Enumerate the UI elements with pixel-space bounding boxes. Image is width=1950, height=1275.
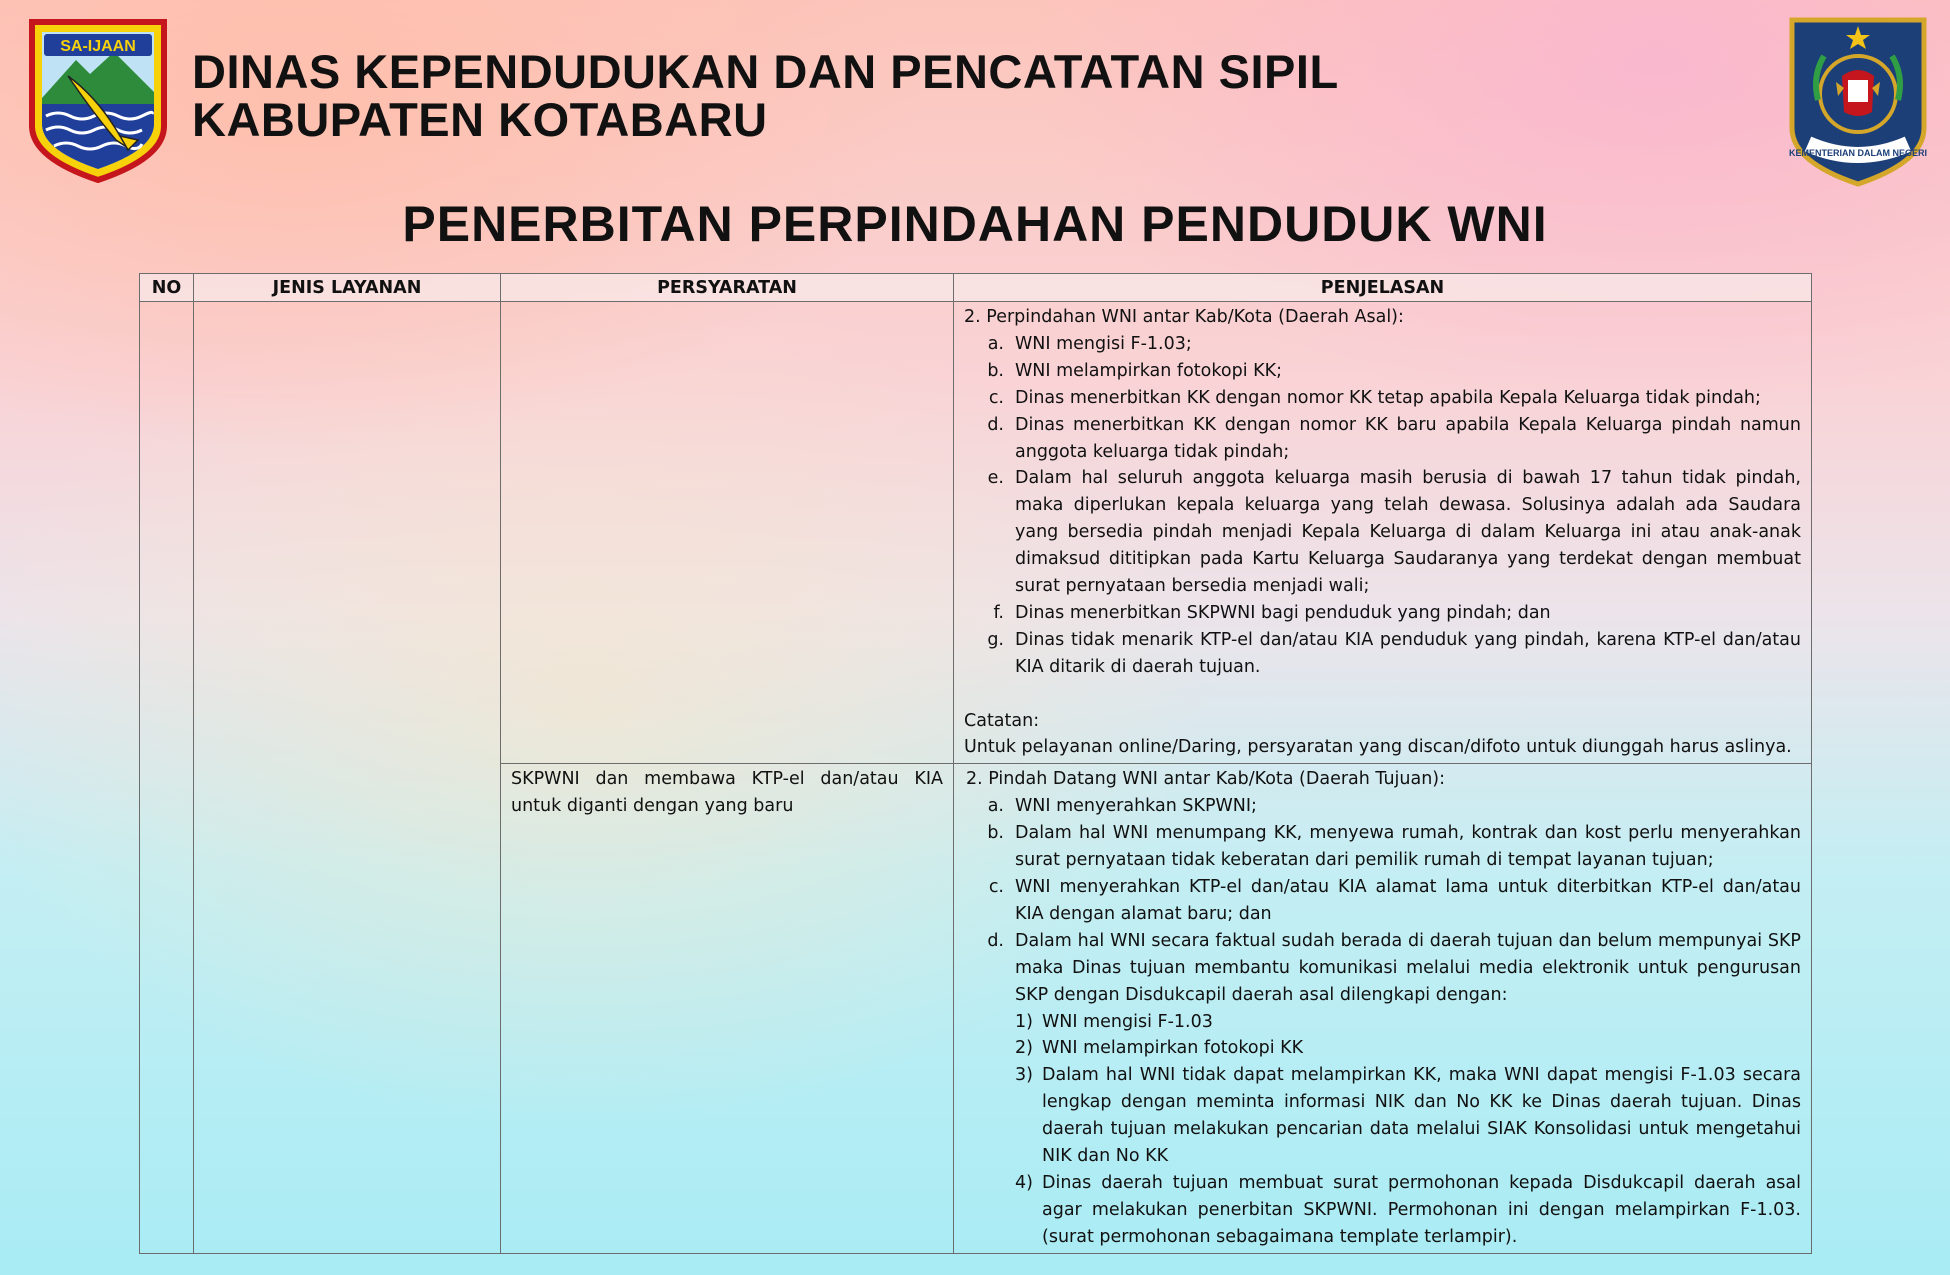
note-text: Untuk pelayanan online/Daring, persyaratan yang discan/difoto untuk diunggah harus aslinya.	[964, 737, 1792, 758]
cell-penjelasan-1	[954, 302, 1812, 764]
list-item: c. WNI menyerahkan KTP-el dan/atau KIA alamat lama untuk diterbitkan KTP-el dan/atau KIA dengan alamat baru; dan	[988, 877, 1801, 924]
sub-list-item: 4) Dinas daerah tujuan membuat surat permohonan kepada Disdukcapil daerah asal agar melakukan penerbitan SKPWNI. Permohonan ini dengan melampirkan F-1.03. (surat permohonan sebagaimana template terlampir).	[1015, 1172, 1801, 1247]
cell-jenis-layanan	[194, 302, 501, 1254]
logo-left-text: SA-IJAAN	[60, 38, 136, 55]
requirements-table	[139, 273, 1812, 1254]
agency-name-line1: DINAS KEPENDUDUKAN DAN PENCATATAN SIPIL	[192, 45, 1339, 98]
sub-list-item: 1) WNI mengisi F-1.03	[1015, 1011, 1213, 1032]
list-item: a. WNI mengisi F-1.03;	[987, 333, 1192, 354]
list-item: e. Dalam hal seluruh anggota keluarga masih berusia di bawah 17 tahun tidak pindah, maka diperlukan kepala keluarga yang telah dewasa. Solusinya adalah ada Saudara yang bersedia pindah menjadi Kepala Keluarga di dalam Keluarga ini atau anak-anak dimaksud dititipkan pada Kartu Keluarga Saudaranya yang terdekat dengan membuat surat pernyataan bersedia menjadi wali;	[987, 468, 1801, 597]
header-penjelasan: PENJELASAN	[954, 274, 1812, 302]
section2-heading: 2. Pindah Datang WNI antar Kab/Kota (Daerah Tujuan):	[966, 769, 1446, 790]
table-header-row	[140, 274, 1812, 302]
kemendagri-emblem-logo	[1788, 16, 1928, 188]
cell-persyaratan-2: SKPWNI dan membawa KTP-el dan/atau KIA untuk diganti dengan yang baru	[501, 764, 954, 1253]
section1-heading: 2. Perpindahan WNI antar Kab/Kota (Daerah Asal):	[964, 307, 1404, 327]
kotabaru-emblem-logo	[28, 18, 168, 183]
cell-persyaratan-1	[501, 302, 954, 764]
list-item: c. Dinas menerbitkan KK dengan nomor KK tetap apabila Kepala Keluarga tidak pindah;	[988, 387, 1761, 408]
cell-penjelasan-2	[954, 764, 1812, 1253]
spacer	[964, 681, 1801, 708]
note-label: Catatan:	[964, 710, 1040, 731]
sub-list-item: 3) Dalam hal WNI tidak dapat melampirkan KK, maka WNI dapat mengisi F-1.03 secara lengkap dengan meminta informasi NIK dan No KK ke Dinas daerah tujuan. Dinas daerah tujuan melakukan pencarian data melalui SIAK Konsolidasi untuk mengetahui NIK dan No KK	[1015, 1065, 1801, 1167]
list-item: d. Dalam hal WNI secara faktual sudah berada di daerah tujuan dan belum mempunyai SKP maka Dinas tujuan membantu komunikasi melalui media elektronik untuk pengurusan SKP dengan Disdukcapil daerah asal dilengkapi dengan:	[987, 930, 1801, 1005]
table-row	[140, 302, 1812, 764]
header-persyaratan: PERSYARATAN	[501, 274, 954, 302]
list-item: b. Dalam hal WNI menumpang KK, menyewa rumah, kontrak dan kost perlu menyerahkan surat pernyataan tidak keberatan dari pemilik rumah di tempat layanan tujuan;	[987, 823, 1801, 871]
list-item: d. Dinas menerbitkan KK dengan nomor KK baru apabila Kepala Keluarga pindah namun anggota keluarga tidak pindah;	[987, 414, 1801, 462]
list-item: a. WNI menyerahkan SKPWNI;	[987, 796, 1257, 817]
agency-name-line2: KABUPATEN KOTABARU	[192, 93, 768, 146]
cell-no	[140, 302, 194, 1254]
header-no: NO	[140, 274, 194, 302]
logo-right-text: KEMENTERIAN DALAM NEGERI	[1788, 148, 1928, 158]
list-item: g. Dinas tidak menarik KTP-el dan/atau KIA penduduk yang pindah, karena KTP-el dan/atau KIA ditarik di daerah tujuan.	[987, 629, 1801, 677]
list-item: f. Dinas menerbitkan SKPWNI bagi penduduk yang pindah; dan	[993, 602, 1551, 623]
list-item: b. WNI melampirkan fotokopi KK;	[987, 360, 1282, 381]
header-jenis-layanan: JENIS LAYANAN	[194, 274, 501, 302]
document-title: PENERBITAN PERPINDAHAN PENDUDUK WNI	[402, 196, 1548, 252]
sub-list-item: 2) WNI melampirkan fotokopi KK	[1015, 1038, 1304, 1059]
